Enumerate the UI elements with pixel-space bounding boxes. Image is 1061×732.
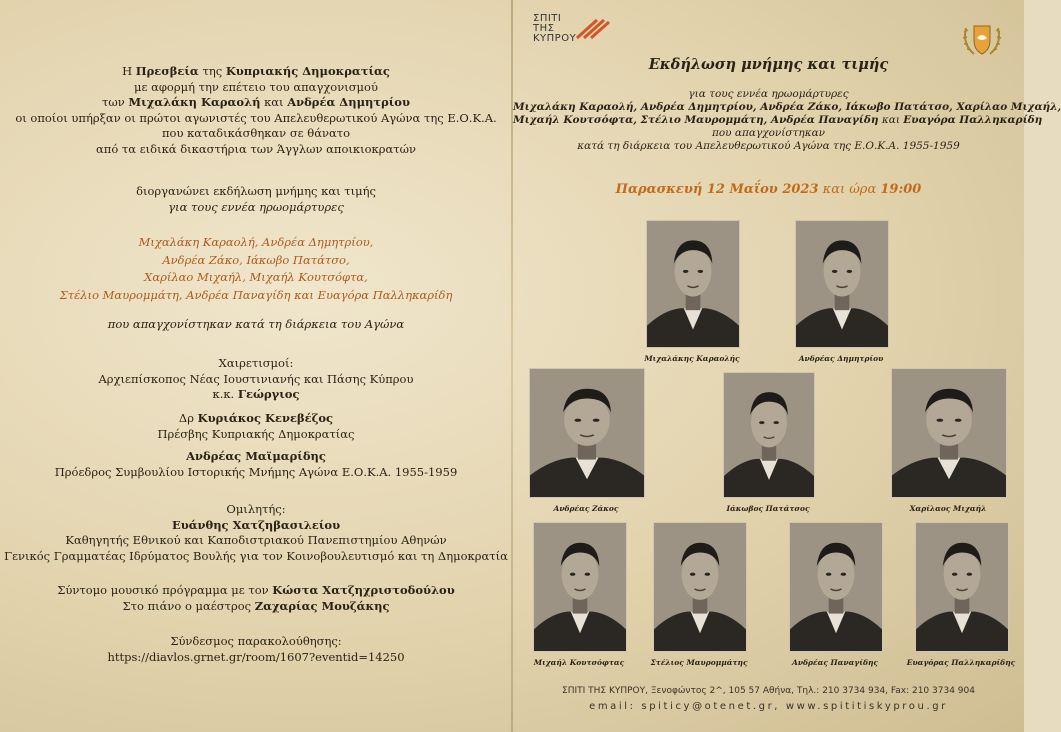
music-prefix: Σύντομο μουσικό πρόγραμμα με τον xyxy=(57,583,273,597)
intro-segment: Μιχαλάκη Καραολή xyxy=(128,95,261,109)
names-and: και xyxy=(878,114,904,126)
logo-stripes-icon xyxy=(571,16,611,40)
greetings-heading: Χαιρετισμοί: xyxy=(218,356,294,370)
spiti-tis-kyprou-logo xyxy=(533,14,643,54)
event-date xyxy=(513,182,1024,197)
link-heading: Σύνδεσμος παρακολούθησης: xyxy=(170,634,342,648)
speaker-block xyxy=(0,502,512,564)
portrait-caption: Ιάκωβος Πατάτσος xyxy=(726,504,810,513)
portrait-caption: Ανδρέας Παναγίδης xyxy=(792,658,878,667)
intro-line xyxy=(0,111,512,127)
greeting1-title: Αρχιεπίσκοπος Νέας Ιουστινιανής και Πάσης Κύπρου xyxy=(98,371,414,386)
heroes-names-line: Ανδρέα Ζάκο, Ιάκωβο Πατάτσο, xyxy=(162,252,350,267)
heroes-names-line: Στέλιο Μαυρομμάτη, Ανδρέα Παναγίδη και Ευαγόρα Παλληκαρίδη xyxy=(59,287,453,302)
heroes-names-line2a: Μιχαήλ Κουτσόφτα, Στέλιο Μαυρομμάτη, Ανδρέα Παναγίδη xyxy=(513,114,879,126)
greeting3-block xyxy=(0,449,512,480)
event-date-and: και ώρα xyxy=(818,182,881,197)
heroes-names-line2b: Ευαγόρα Παλληκαρίδη xyxy=(903,114,1043,126)
intro-segment: Πρεσβεία xyxy=(135,64,199,78)
greeting2-name: Κυριάκος Κενεβέζος xyxy=(197,411,334,425)
greeting1-name: Γεώργιος xyxy=(237,387,300,401)
music-block xyxy=(0,583,512,614)
greeting2-title: Πρέσβης Κυπριακής Δημοκρατίας xyxy=(157,426,355,441)
organizes-block xyxy=(0,184,512,215)
greeting2-name-line xyxy=(0,411,512,427)
intro-segment: που καταδικάσθηκαν σε θάνατο xyxy=(161,126,351,140)
event-time: 19:00 xyxy=(880,182,922,197)
music-name: Κώστα Χατζηχριστοδούλου xyxy=(272,583,455,597)
greeting3-name: Ανδρέας Μαϊμαρίδης xyxy=(186,449,326,463)
portrait-photo xyxy=(533,522,627,652)
intro-block xyxy=(0,64,512,157)
intro-segment: της xyxy=(198,64,226,78)
intro-line xyxy=(0,80,512,96)
intro-segment: από τα ειδικά δικαστήρια των Άγγλων αποικιοκρατών xyxy=(96,141,416,156)
event-title: Εκδήλωση μνήμης και τιμής xyxy=(648,56,889,73)
portrait-photo xyxy=(915,522,1009,652)
logo-text-line: ΚΥΠΡΟΥ xyxy=(533,33,577,44)
heroes-names-line2 xyxy=(513,114,1043,127)
intro-line xyxy=(0,64,512,80)
intro-segment: και xyxy=(260,95,288,109)
for-heroes-text: για τους εννέα ηρωομάρτυρες xyxy=(168,199,344,214)
speaker-title1: Καθηγητής Εθνικού και Καποδιστριακού Πανεπιστημίου Αθηνών xyxy=(65,533,447,547)
piano-name: Ζαχαρίας Μουζάκης xyxy=(254,598,390,613)
intro-segment: Κυπριακής Δημοκρατίας xyxy=(225,64,390,78)
greeting2-prefix: Δρ xyxy=(178,411,198,425)
portrait-caption: Μιχαλάκης Καραολής xyxy=(644,354,740,363)
intro-line xyxy=(0,142,512,158)
link-block xyxy=(0,634,512,665)
executed-text: που απαγχονίστηκαν κατά τη διάρκεια του Αγώνα xyxy=(107,317,405,331)
left-panel xyxy=(0,0,512,732)
portrait-photo xyxy=(891,368,1007,498)
portrait-photo xyxy=(789,522,883,652)
heroes-names-line: Χαρίλαο Μιχαήλ, Μιχαήλ Κουτσόφτα, xyxy=(144,270,368,284)
intro-segment: με αφορμή την επέτειο του απαγχονισμού xyxy=(134,79,378,94)
right-panel xyxy=(513,0,1061,732)
speaker-name: Ευάνθης Χατζηβασιλείου xyxy=(171,517,341,532)
intro-segment: οι οποίοι υπήρξαν οι πρώτοι αγωνιστές του Απελευθερωτικού Αγώνα της Ε.Ο.Κ.Α. xyxy=(15,110,497,125)
event-description xyxy=(513,88,1061,153)
portrait-photo xyxy=(723,372,815,498)
logo-text-line: ΤΗΣ xyxy=(533,23,555,34)
intro-segment: Η xyxy=(122,64,136,78)
logo-text-line: ΣΠΙΤΙ xyxy=(533,13,562,24)
footer-address: ΣΠΙΤΙ ΤΗΣ ΚΥΠΡΟΥ, Ξενοφώντος 2^, 105 57 Αθήνα, Τηλ.: 210 3734 934, Fax: 210 3734 904 xyxy=(562,686,975,696)
portrait-photo xyxy=(795,220,889,348)
portrait-caption: Χαρίλαος Μιχαήλ xyxy=(909,504,987,513)
heroes-names-line1: Μιχαλάκη Καραολή, Ανδρέα Δημητρίου, Ανδρέα Ζάκο, Ιάκωβο Πατάτσο, Χαρίλαο Μιχαήλ, xyxy=(513,101,1061,113)
for-heroes-text: για τους εννέα ηρωομάρτυρες xyxy=(688,88,849,100)
stream-link[interactable]: https://diavlos.grnet.gr/room/1607?eventid=14250 xyxy=(107,649,405,664)
greeting1-name-line xyxy=(0,387,512,403)
intro-line xyxy=(0,95,512,111)
event-date-day: Παρασκευή 12 Μαΐου 2023 xyxy=(615,182,819,197)
executed-text: που απαγχονίστηκαν xyxy=(711,127,826,139)
intro-segment: των xyxy=(102,95,129,109)
portrait-caption: Ανδρέας Δημητρίου xyxy=(798,354,884,363)
portrait-photo xyxy=(653,522,747,652)
piano-prefix: Στο πιάνο ο μαέστρος xyxy=(122,598,255,613)
organizes-text: διοργανώνει εκδήλωση μνήμης και τιμής xyxy=(136,184,376,198)
speaker-title2: Γενικός Γραμματέας Ιδρύματος Βουλής για τον Κοινοβουλευτισμό και τη Δημοκρατία xyxy=(4,548,508,563)
greeting1-prefix: κ.κ. xyxy=(212,387,238,401)
heroes-names xyxy=(0,234,512,304)
portrait-caption: Στέλιος Μαυρομμάτης xyxy=(650,658,748,667)
during-text: κατά τη διάρκεια του Απελευθερωτικού Αγώνα της Ε.Ο.Κ.Α. 1955-1959 xyxy=(577,140,960,152)
greeting3-title: Πρόεδρος Συμβουλίου Ιστορικής Μνήμης Αγώνα Ε.Ο.Κ.Α. 1955-1959 xyxy=(54,464,458,479)
cyprus-emblem-icon xyxy=(960,18,1004,60)
intro-line xyxy=(0,126,512,142)
portrait-photo xyxy=(646,220,740,348)
greeting2-block xyxy=(0,411,512,442)
portrait-caption: Ευαγόρας Παλληκαρίδης xyxy=(906,658,1016,667)
heroes-names-line: Μιχαλάκη Καραολή, Ανδρέα Δημητρίου, xyxy=(138,235,374,249)
portrait-caption: Μιχαήλ Κουτσόφτας xyxy=(533,658,625,667)
footer-contact: email: spiticy@otenet.gr, www.spititiskyprou.gr xyxy=(589,701,948,712)
intro-segment: Ανδρέα Δημητρίου xyxy=(287,95,410,109)
speaker-heading: Ομιλητής: xyxy=(226,502,286,516)
portrait-photo xyxy=(529,368,645,498)
greetings-block xyxy=(0,356,512,403)
portrait-caption: Ανδρέας Ζάκος xyxy=(553,504,619,513)
